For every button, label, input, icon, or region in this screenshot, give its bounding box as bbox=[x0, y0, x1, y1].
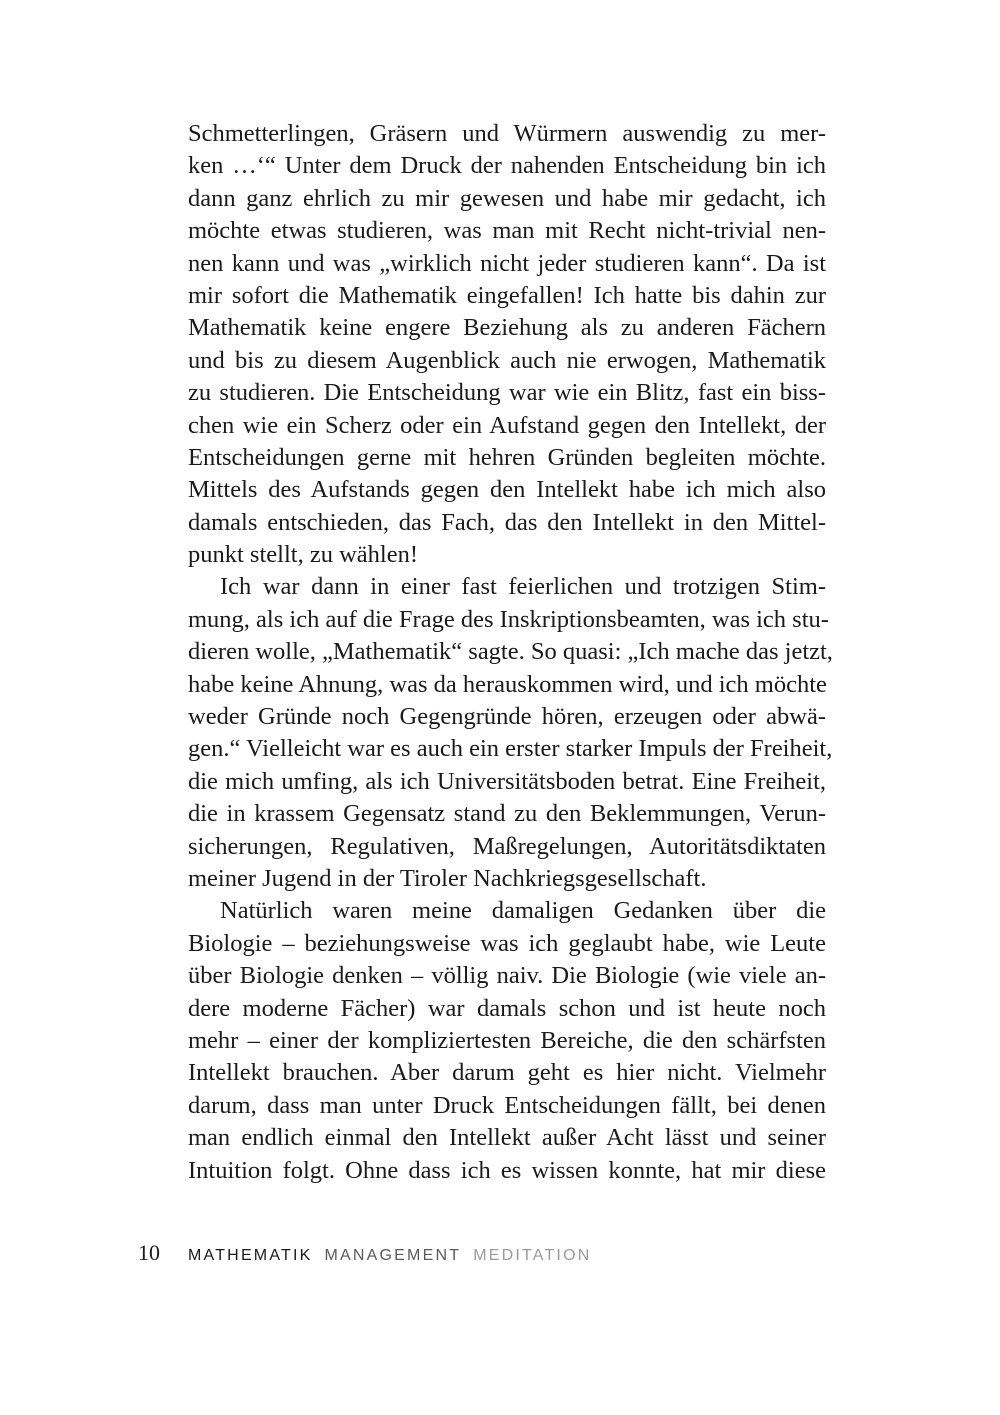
text-line: dann ganz ehrlich zu mir gewesen und habe mir gedacht, ich bbox=[188, 184, 826, 212]
text-line: Intuition folgt. Ohne dass ich es wissen konnte, hat mir diese bbox=[188, 1156, 826, 1184]
text-line: die mich umfing, als ich Universitätsboden betrat. Eine Freiheit, bbox=[188, 767, 826, 795]
text-line: Mittels des Aufstands gegen den Intellekt habe ich mich also bbox=[188, 476, 826, 504]
text-line: nen kann und was „wirklich nicht jeder studieren kann“. Da ist bbox=[188, 249, 826, 277]
text-line: dere moderne Fächer) war damals schon und ist heute noch bbox=[188, 994, 826, 1022]
page-footer bbox=[138, 1240, 591, 1268]
text-line: über Biologie denken – völlig naiv. Die Biologie (wie viele an- bbox=[188, 962, 826, 990]
text-line: habe keine Ahnung, was da herauskommen wird, und ich möchte bbox=[188, 670, 827, 698]
text-line: darum, dass man unter Druck Entscheidungen fällt, bei denen bbox=[188, 1091, 826, 1119]
text-line: meiner Jugend in der Tiroler Nachkriegsgesellschaft. bbox=[188, 864, 707, 892]
text-line: Natürlich waren meine damaligen Gedanken über die bbox=[220, 897, 826, 925]
text-line: Biologie – beziehungsweise was ich geglaubt habe, wie Leute bbox=[188, 929, 826, 957]
text-line: weder Gründe noch Gegengründe hören, erzeugen oder abwä- bbox=[188, 703, 826, 731]
text-line: chen wie ein Scherz oder ein Aufstand gegen den Intellekt, der bbox=[188, 411, 826, 439]
page-number: 10 bbox=[138, 1240, 160, 1265]
text-line: mehr – einer der kompliziertesten Bereiche, die den schärfsten bbox=[188, 1026, 826, 1054]
text-line: gen.“ Vielleicht war es auch ein erster starker Impuls der Freiheit, bbox=[188, 735, 833, 763]
running-head-management: MANAGEMENT bbox=[324, 1247, 462, 1264]
text-line: zu studieren. Die Entscheidung war wie ein Blitz, fast ein biss- bbox=[188, 379, 826, 407]
text-line: Ich war dann in einer fast feierlichen und trotzigen Stim- bbox=[220, 573, 826, 601]
text-line: punkt stellt, zu wählen! bbox=[188, 541, 418, 569]
text-line: Schmetterlingen, Gräsern und Würmern auswendig zu mer- bbox=[188, 120, 826, 147]
text-line: sicherungen, Regulativen, Maßregelungen, Autoritätsdiktaten bbox=[188, 832, 826, 860]
text-line: Intellekt brauchen. Aber darum geht es hier nicht. Vielmehr bbox=[188, 1059, 826, 1087]
text-line: man endlich einmal den Intellekt außer Acht lässt und seiner bbox=[188, 1124, 826, 1152]
text-line: Mathematik keine engere Beziehung als zu anderen Fächern bbox=[188, 314, 826, 342]
text-line: mung, als ich auf die Frage des Inskriptionsbeamten, was ich stu- bbox=[188, 605, 829, 633]
running-head-mathematik: MATHEMATIK bbox=[188, 1247, 313, 1264]
text-line: ken …‘“ Unter dem Druck der nahenden Entscheidung bin ich bbox=[188, 152, 826, 180]
text-line: Entscheidungen gerne mit hehren Gründen begleiten möchte. bbox=[188, 443, 826, 471]
text-line: mir sofort die Mathematik eingefallen! Ich hatte bis dahin zur bbox=[188, 281, 826, 309]
text-line: dieren wolle, „Mathematik“ sagte. So quasi: „Ich mache das jetzt, bbox=[188, 638, 833, 666]
body-text bbox=[188, 118, 833, 1187]
text-line: damals entschieden, das Fach, das den Intellekt in den Mittel- bbox=[188, 508, 826, 536]
text-line: und bis zu diesem Augenblick auch nie erwogen, Mathematik bbox=[188, 346, 826, 374]
text-line: die in krassem Gegensatz stand zu den Beklemmungen, Verun- bbox=[188, 800, 826, 828]
running-head-meditation: MEDITATION bbox=[473, 1247, 592, 1264]
text-line: möchte etwas studieren, was man mit Recht nicht-trivial nen- bbox=[188, 217, 826, 245]
